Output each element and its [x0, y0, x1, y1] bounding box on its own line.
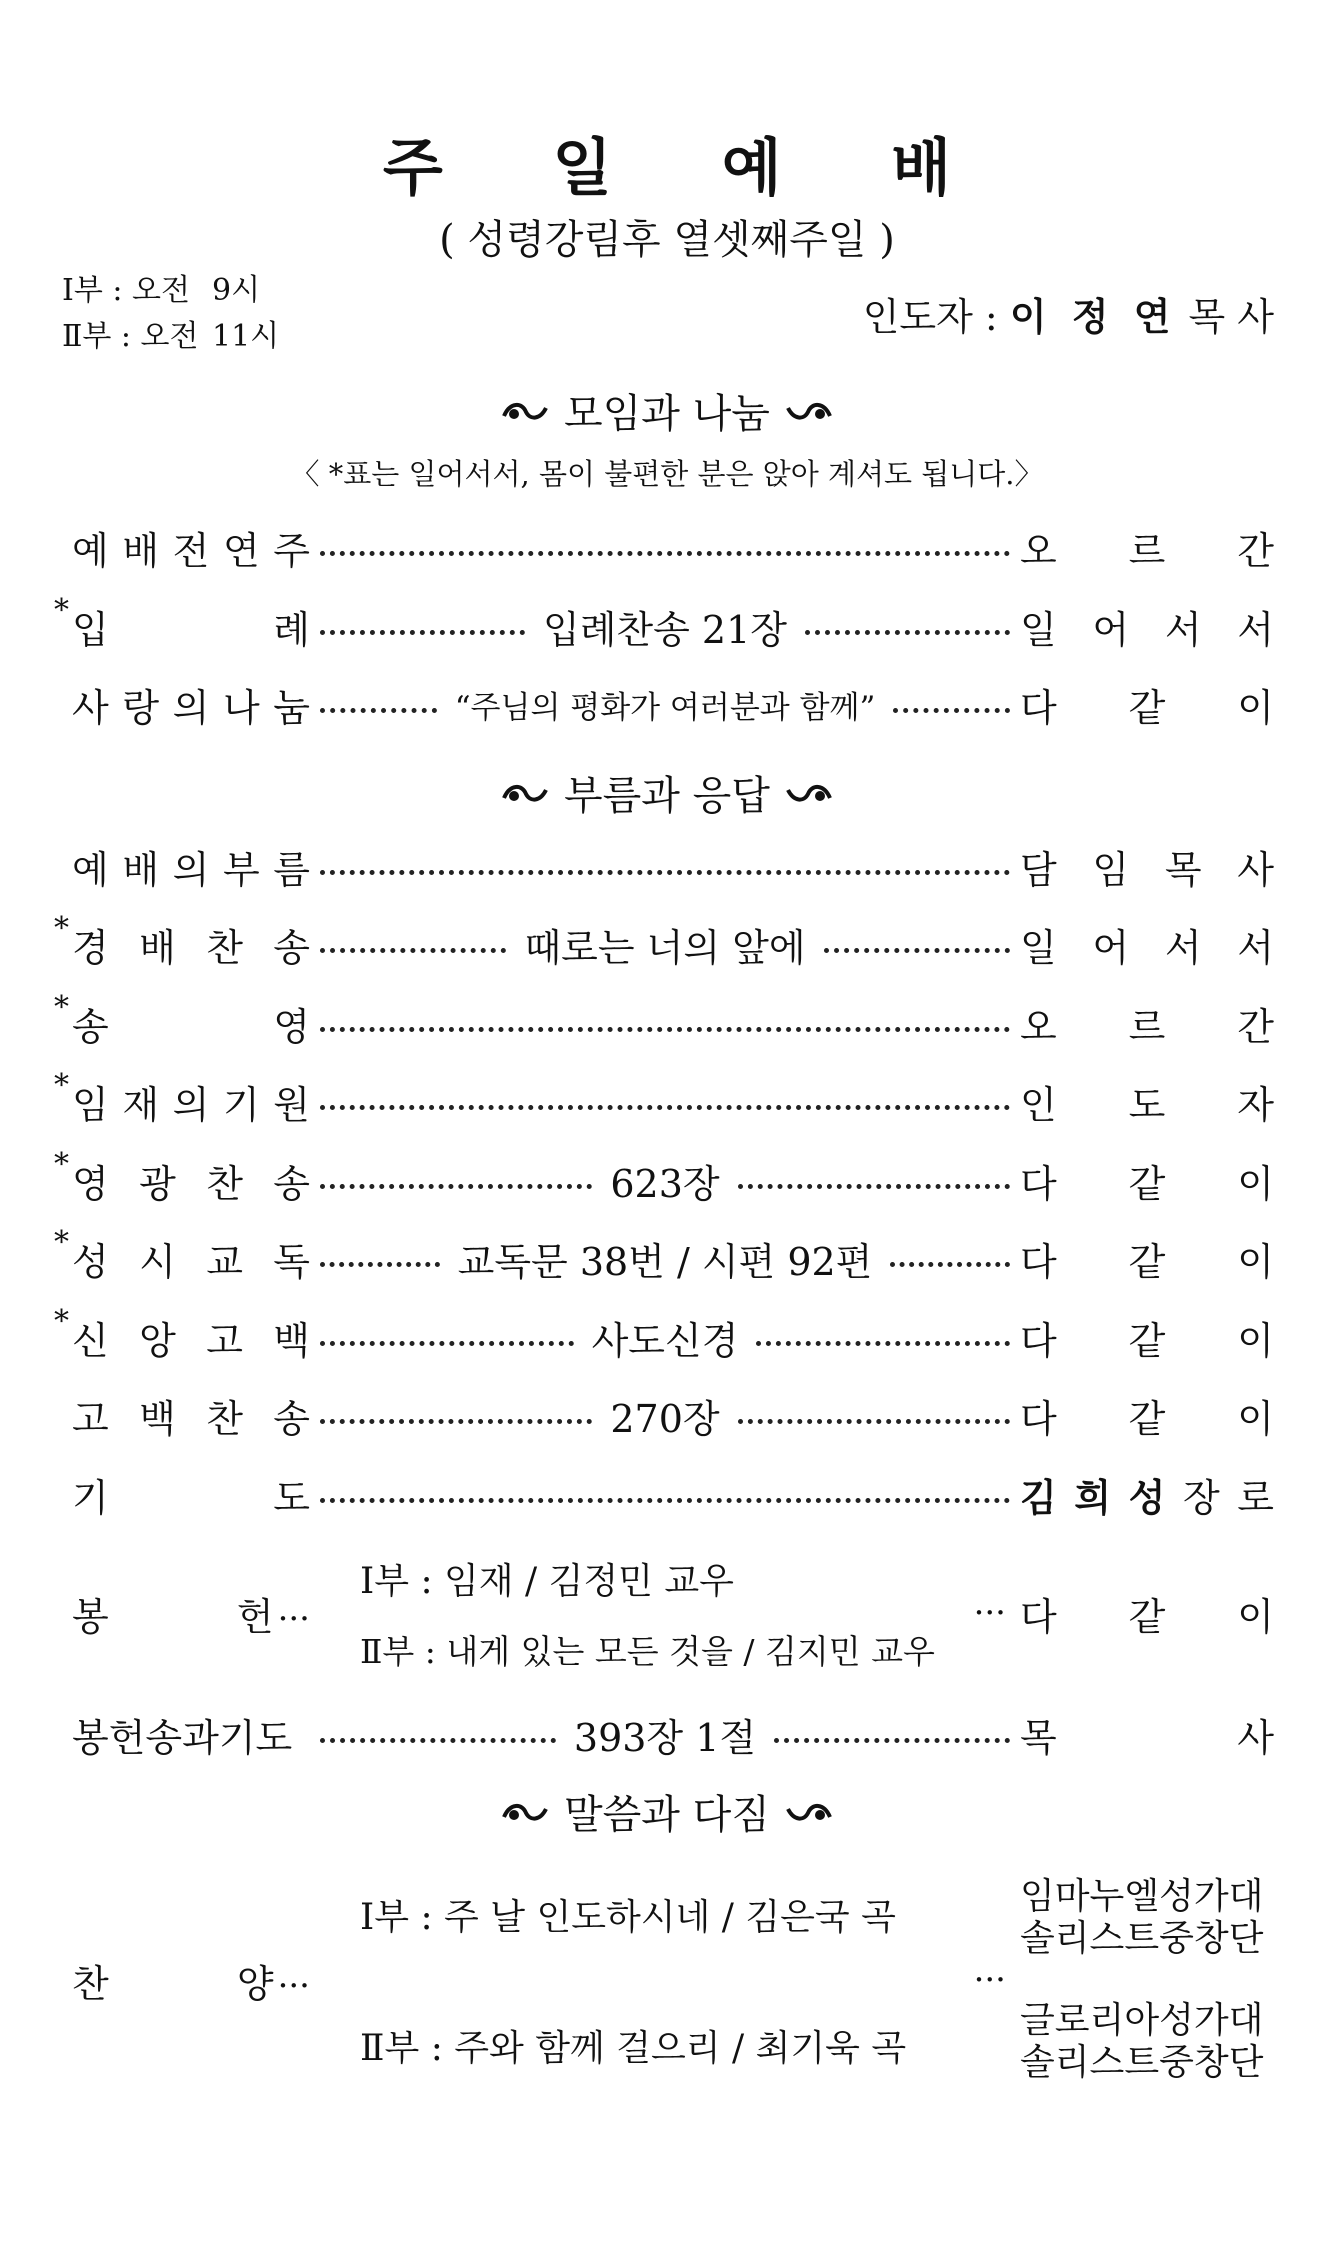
worship-item-row	[72, 1152, 1274, 1208]
worship-item-row	[72, 1309, 1274, 1365]
item-label: * 경 배 찬 송	[72, 917, 310, 972]
section-heading-gathering: 모임과 나눔	[0, 382, 1334, 439]
item-performer: 다 같 이	[1020, 1239, 1274, 1284]
anthem-line-1: Ⅰ부 : 주 날 인도하시네 / 김은국 곡	[360, 1897, 896, 1938]
choir-group-2: 글로리아성가대 솔리스트중창단	[1020, 2000, 1264, 2083]
item-performer: 오 르 간	[1020, 528, 1274, 573]
worship-item-row	[72, 916, 1274, 972]
item-label: * 입 례	[72, 599, 310, 654]
item-label: * 임 재 의 기 원	[72, 1074, 310, 1129]
item-label: 봉헌송과기도	[72, 1715, 293, 1760]
item-label: 사 랑 의 나 눔	[72, 685, 310, 730]
worship-item-row	[72, 1230, 1274, 1286]
right-ornament-icon	[784, 398, 834, 424]
worship-item-row	[72, 598, 1274, 654]
item-performer: 다 같 이	[1020, 1594, 1274, 1639]
standing-note: 〈 *표는 일어서서, 몸이 불편한 분은 앉아 계셔도 됩니다.〉	[290, 457, 1044, 491]
item-label: 예 배 전 연 주	[72, 528, 310, 573]
anthem-lines	[310, 1889, 974, 2071]
offering-song-row	[72, 1706, 1274, 1762]
worship-item-row	[72, 995, 1274, 1051]
item-content	[310, 1093, 1020, 1110]
worship-item-row	[72, 676, 1274, 732]
right-ornament-icon	[784, 780, 834, 806]
item-content: 623장	[310, 1153, 1020, 1208]
item-label: 찬 양 ···	[72, 1961, 310, 2006]
worship-item-row	[72, 519, 1274, 575]
item-label: 고 백 찬 송	[72, 1396, 310, 1441]
item-label: * 성 시 교 독	[72, 1231, 310, 1286]
item-label: 예 배 의 부 름	[72, 847, 310, 892]
item-performer: 담 임 목 사	[1020, 847, 1274, 892]
item-content: 사도신경	[310, 1310, 1020, 1365]
item-performer: 다 같 이	[1020, 1396, 1274, 1441]
worship-leader: 인도자 : 이 정 연 목 사	[862, 295, 1274, 339]
section-heading-call: 부름과 응답	[0, 764, 1334, 821]
section-heading-word: 말씀과 다짐	[0, 1783, 1334, 1840]
item-label: 기 도	[72, 1475, 310, 1520]
item-content	[310, 539, 1020, 556]
service-time-2: Ⅱ부 : 오전 11시	[62, 319, 280, 354]
leader-name: 이 정 연	[1009, 295, 1177, 339]
service-time-1: Ⅰ부 : 오전 9시	[62, 273, 261, 308]
offering-line-2: Ⅱ부 : 내게 있는 모든 것을 / 김지민 교우	[360, 1632, 935, 1671]
item-label: * 신 앙 고 백	[72, 1310, 310, 1365]
item-content: 393장 1절	[310, 1707, 1020, 1762]
offering-row: 봉 헌 ··· Ⅰ부 : 임재 / 김정민 교우 Ⅱ부 : 내게 있는 모든 것을 / 김지민 교우 ··· 다 같 이	[72, 1548, 1274, 1678]
item-content: 때로는 너의 앞에	[310, 917, 1020, 972]
item-content: “주님의 평화가 여러분과 함께”	[310, 682, 1020, 727]
anthem-row: 찬 양 ··· Ⅰ부 : 주 날 인도하시네 / 김은국 곡 Ⅱ부 : 주와 함께 걸으리 / 최기욱 곡 ··· 임마누엘성가대 솔리스트중창단 글로리아성가대 솔리스트중창단	[72, 1870, 1274, 2090]
anthem-choirs	[1020, 1876, 1274, 2084]
item-content: 입례찬송 21장	[310, 599, 1020, 654]
item-performer: 목 사	[1020, 1715, 1274, 1760]
left-ornament-icon	[500, 780, 550, 806]
item-content	[310, 1015, 1020, 1032]
choir-group-1: 임마누엘성가대 솔리스트중창단	[1020, 1876, 1264, 1959]
item-performer: 김 희 성 장 로	[1020, 1475, 1274, 1520]
worship-item-row	[72, 1073, 1274, 1129]
item-content	[310, 1486, 1020, 1503]
worship-item-row	[72, 1466, 1274, 1522]
page-title: 주 일 예 배	[382, 131, 996, 204]
item-performer: 오 르 간	[1020, 1004, 1274, 1049]
item-performer: 다 같 이	[1020, 1161, 1274, 1206]
page-subtitle: ( 성령강림후 열셋째주일 )	[439, 217, 895, 263]
offering-line-1: Ⅰ부 : 임재 / 김정민 교우	[360, 1561, 734, 1602]
left-ornament-icon	[500, 398, 550, 424]
item-label: 봉 헌 ···	[72, 1594, 310, 1639]
item-label: * 송 영	[72, 996, 310, 1051]
anthem-line-2: Ⅱ부 : 주와 함께 걸으리 / 최기욱 곡	[360, 2028, 907, 2069]
right-ornament-icon	[784, 1799, 834, 1825]
item-performer: 다 같 이	[1020, 685, 1274, 730]
worship-item-row	[72, 838, 1274, 894]
leader-title: 목 사	[1188, 295, 1274, 339]
offering-lines	[310, 1553, 974, 1673]
item-content	[310, 858, 1020, 875]
left-ornament-icon	[500, 1799, 550, 1825]
item-content: 270장	[310, 1388, 1020, 1443]
service-times	[62, 268, 279, 360]
item-performer: 일 어 서 서	[1020, 925, 1274, 970]
item-performer: 일 어 서 서	[1020, 607, 1274, 652]
item-performer: 인 도 자	[1020, 1082, 1274, 1127]
item-label: * 영 광 찬 송	[72, 1153, 310, 1208]
item-content: 교독문 38번 / 시편 92편	[310, 1231, 1020, 1286]
item-performer: 다 같 이	[1020, 1318, 1274, 1363]
worship-item-row	[72, 1387, 1274, 1443]
